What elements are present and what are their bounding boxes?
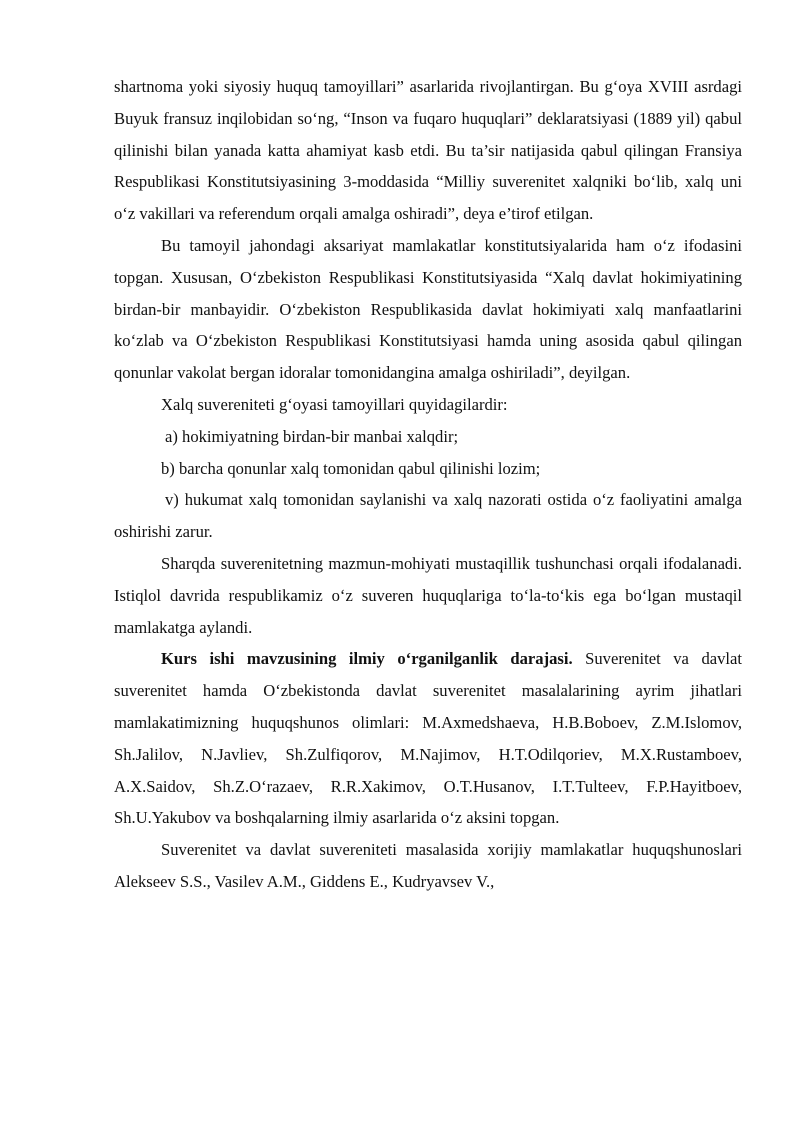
list-item-a: a) hokimiyatning birdan-bir manbai xalqdir; [165, 426, 459, 446]
list-item-b: b) barcha qonunlar xalq tomonidan qabul qilinishi lozim; [161, 458, 541, 478]
paragraph-principles-intro: Xalq suvereniteti g‘oyasi tamoyillari quyidagilardir: [161, 394, 508, 414]
research-degree-text: Suverenitet va davlat suverenitet hamda O‘zbekistonda davlat suverenitet masalalarining ayrim jihatlari mamlakatimizning huquqshunos olimlari: M.Axmedshaeva, H.B.Boboev, Z.M.Islomov, Sh.Jalilov, N.Javliev, Sh.Zulfiqorov, M.Najimov, H.T.Odilqoriev, M.X.Rustamboev, A.X.Saidov, Sh.Z.O‘razaev, R.R.Xakimov, O.T.Husanov, I.T.Tulteev, F.P.Hayitboev, Sh.U.Yakubov va boshqalarning ilmiy asarlarida o‘z aksini topgan. [114, 649, 742, 828]
list-item-v: v) hukumat xalq tomonidan saylanishi va xalq nazorati ostida o‘z faoliyatini amalga oshirishi zarur. [114, 490, 742, 542]
paragraph-east-sovereignty: Sharqda suverenitetning mazmun-mohiyati mustaqillik tushunchasi orqali ifodalanadi. Istiqlol davrida respublikamiz o‘z suveren huquqlariga to‘la-to‘kis ega bo‘lgan mustaqil mamlakatga aylandi. [114, 553, 742, 637]
paragraph-foreign-scholars: Suverenitet va davlat suvereniteti masalasida xorijiy mamlakatlar huquqshunoslari Alekseev S.S., Vasilev A.M., Giddens E., Kudryavsev V., [114, 840, 742, 891]
document-body [114, 71, 742, 898]
paragraph-constitution-principle: Bu tamoyil jahondagi aksariyat mamlakatlar konstitutsiyalarida ham o‘z ifodasini topgan. Xususan, O‘zbekiston Respublikasi Konstitutsiyasida “Xalq davlat hokimiyatining birdan-bir manbayidir. O‘zbekiston Respublikasida davlat hokimiyati xalq manfaatlarini ko‘zlab va O‘zbekiston Respublikasi Konstitutsiyasi hamda uning asosida qabul qilingan qonunlar vakolat bergan idoralar tomonidangina amalga oshiriladi”, deyilgan. [114, 235, 742, 383]
paragraph-continuation: shartnoma yoki siyosiy huquq tamoyillari” asarlarida rivojlantirgan. Bu g‘oya XVIII asrdagi Buyuk fransuz inqilobidan so‘ng, “Inson va fuqaro huquqlari” deklaratsiyasi (1889 yil) qabul qilinishi bilan yanada katta ahamiyat kasb etdi. Bu ta’sir natijasida qabul qilingan Fransiya Respublikasi Konstitutsiyasining 3-moddasida “Milliy suverenitet xalqniki bo‘lib, xalq uni o‘z vakillari va referendum orqali amalga oshiradi”, deya e’tirof etilgan. [114, 77, 742, 224]
research-degree-heading: Kurs ishi mavzusining ilmiy o‘rganilganlik darajasi. [161, 649, 573, 669]
paragraph-research-degree [114, 643, 742, 834]
